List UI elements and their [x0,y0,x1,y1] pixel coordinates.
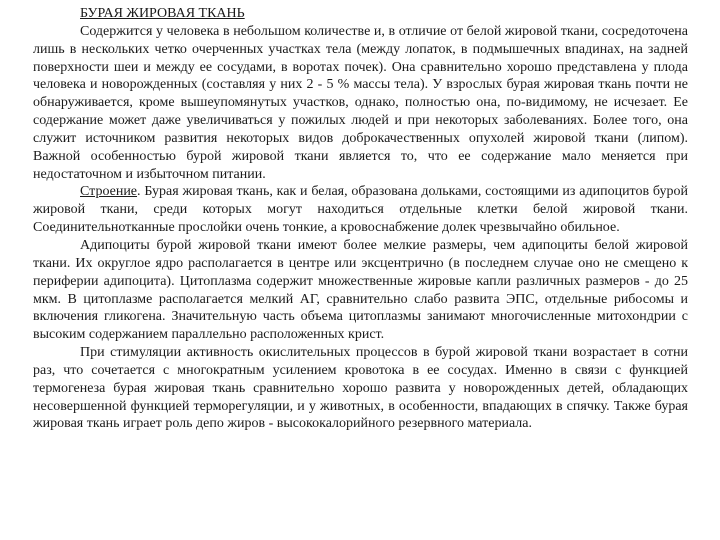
document-title: БУРАЯ ЖИРОВАЯ ТКАНЬ [80,6,245,21]
structure-heading: Строение [80,184,138,200]
paragraph-structure [33,183,688,237]
paragraph-thermogenesis: При стимуляции активность окислительных процессов в бурой жировой ткани возрастает в сотни раз, что сочетается с многократным усилением кровотока в ее сосудах. Именно в связи с функцией термогенеза бурая жировая ткань сравнительно хорошо развита у новорожденных детей, обладающих несовершенной функцией терморегуляции, и у животных, в особенности, впадающих в спячку. Также бурая жировая ткань играет роль депо жиров - высококалорийного резервного материала. [33,345,688,432]
document-page [33,5,688,433]
paragraph-overview: Содержится у человека в небольшом количестве и, в отличие от белой жировой ткани, сосредоточена лишь в нескольких четко очерченных участках тела (между лопаток, в подмышечных впадинах, на задней поверхности шеи и между ее сосудами, в воротах почек). Она сравнительно хорошо представлена у плода человека и новорожденных (составляя у них 2 - 5 % массы тела). У взрослых бурая жировая ткань почти не обнаруживается, кроме вышеупомянутых участков, однако, полностью она, по-видимому, не исчезает. Ее содержание может даже увеличиваться у пожилых людей и при некоторых заболеваниях. Более того, она служит источником развития некоторых видов доброкачественных опухолей жировой ткани (липом). Важной особенностью бурой жировой ткани является то, что ее содержание мало меняется при недостаточном и избыточном питании. [33,23,688,182]
paragraph-adipocytes: Адипоциты бурой жировой ткани имеют более мелкие размеры, чем адипоциты белой жировой ткани. Их округлое ядро располагается в центре или эксцентрично (в последнем случае оно не смещено к периферии адипоцита). Цитоплазма содержит множественные жировые капли различных размеров - до 25 мкм. В цитоплазме располагается мелкий АГ, сравнительно слабо развита ЭПС, отдельные рибосомы и включения гликогена. Значительную часть объема цитоплазмы занимают многочисленные митохондрии с высоким содержанием параллельно расположенных крист. [33,237,688,343]
structure-text: . Бурая жировая ткань, как и белая, образована дольками, состоящими из адипоцитов бурой жировой ткани, среди которых могут находиться отдельные клетки белой жировой ткани. Соединительнотканные прослойки очень тонкие, а кровоснабжение долек чрезвычайно обильное. [33,184,688,236]
